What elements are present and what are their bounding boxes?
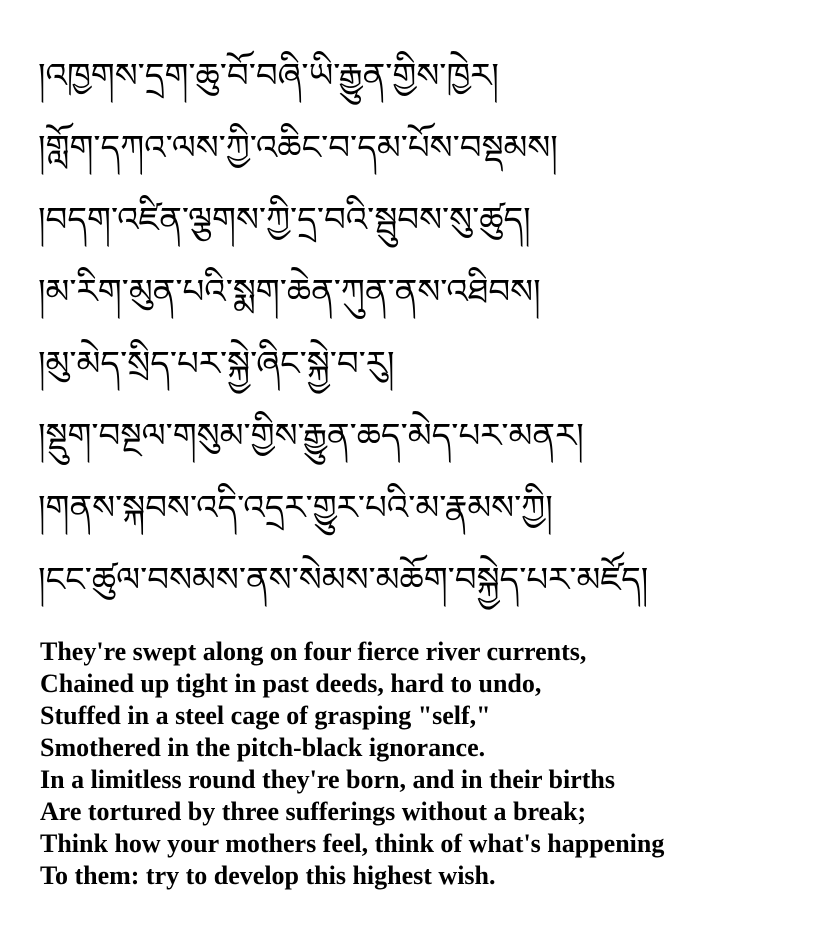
- english-line: Are tortured by three sufferings without a break;: [40, 797, 587, 826]
- tibetan-line: །འཁྱགས་དྲག་ཆུ་བོ་བཞི་ཡི་རྒྱུན་གྱིས་ཁྱེར།: [38, 56, 499, 96]
- english-line: They're swept along on four fierce river currents,: [40, 637, 587, 666]
- english-line: Think how your mothers feel, think of what's happening: [40, 829, 665, 858]
- tibetan-line: །བདག་འཛིན་ལྕགས་ཀྱི་དྲ་བའི་སྦུབས་སུ་ཚུད།: [38, 200, 531, 240]
- english-line: To them: try to develop this highest wish.: [40, 861, 496, 890]
- tibetan-line: །ངང་ཚུལ་བསམས་ནས་སེམས་མཆོག་བསྐྱེད་པར་མཛོད།: [38, 560, 649, 600]
- english-line: Chained up tight in past deeds, hard to undo,: [40, 669, 542, 698]
- english-line: Stuffed in a steel cage of grasping "self,": [40, 701, 491, 730]
- tibetan-line: །གནས་སྐབས་འདི་འདྲར་གྱུར་པའི་མ་རྣམས་ཀྱི།: [38, 488, 553, 528]
- tibetan-line: །མུ་མེད་སྲིད་པར་སྐྱེ་ཞིང་སྐྱེ་བ་རུ།: [38, 344, 395, 384]
- tibetan-verse: [38, 40, 798, 616]
- english-line: Smothered in the pitch-black ignorance.: [40, 733, 486, 762]
- tibetan-line: །མ་རིག་མུན་པའི་སྨག་ཆེན་ཀུན་ནས་འཐིབས།: [38, 272, 541, 312]
- tibetan-line: །སྡུག་བསྔལ་གསུམ་གྱིས་རྒྱུན་ཆད་མེད་པར་མནར།: [38, 416, 584, 456]
- english-translation: [40, 636, 810, 892]
- tibetan-line: །གློག་དཀའ་ལས་ཀྱི་འཆིང་བ་དམ་པོས་བསྡམས།: [38, 128, 558, 168]
- english-line: In a limitless round they're born, and in their births: [40, 765, 615, 794]
